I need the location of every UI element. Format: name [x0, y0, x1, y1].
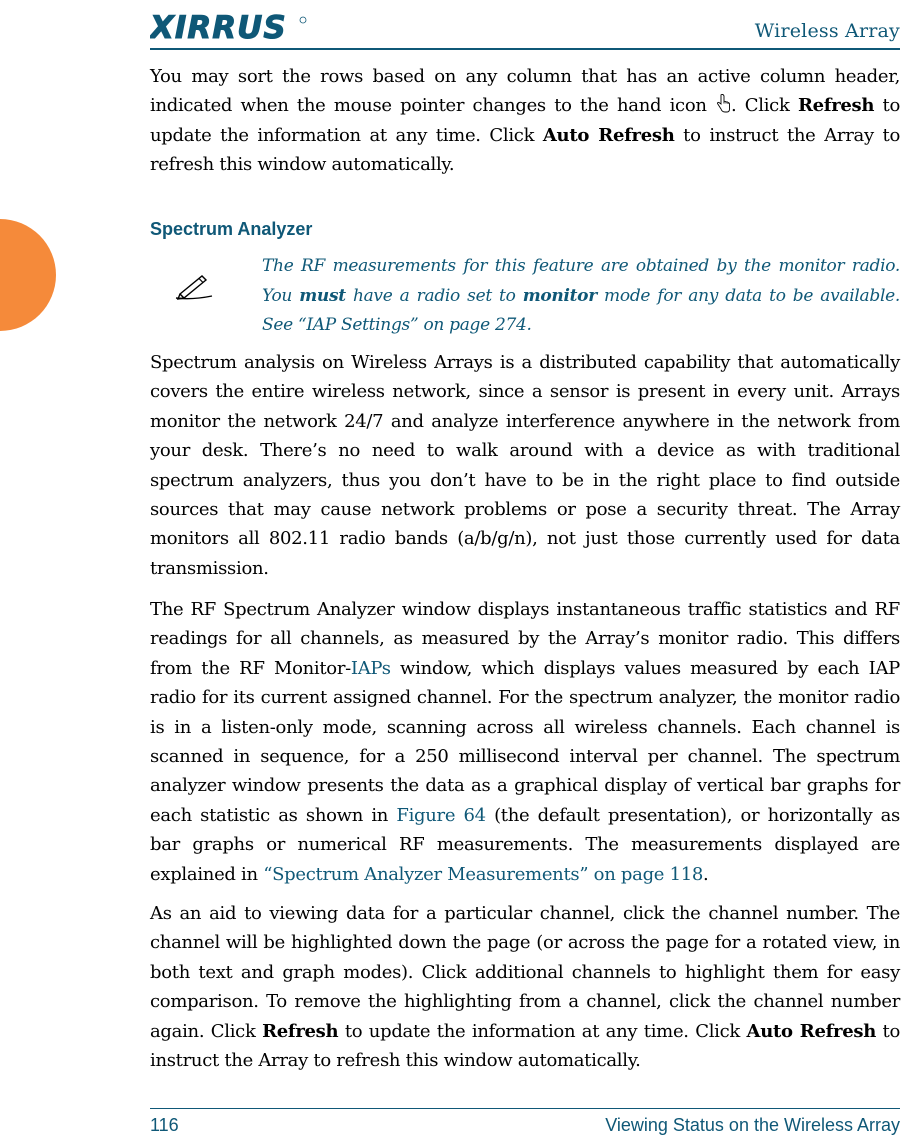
- page-footer: [150, 1108, 900, 1135]
- note-text: The RF measurements for this feature are obtained by the monitor radio. You must have a radio set to monitor mode for any data to be available. See “IAP Settings” on page 274.: [262, 256, 900, 335]
- intro-paragraph: You may sort the rows based on any column that has an active column header, indicated when the mouse pointer changes to the hand icon . Click Refresh to update the information at any time. Click Auto Refresh to instruct the Array to refresh this window automatically.: [150, 66, 900, 176]
- figure-64-link[interactable]: Figure 64: [396, 804, 486, 826]
- note-pencil-icon: [172, 272, 216, 302]
- section-tab-marker: [0, 219, 56, 331]
- header-title: Wireless Array: [754, 20, 900, 42]
- xirrus-logo: [150, 8, 310, 42]
- section-heading: Spectrum Analyzer: [150, 219, 313, 239]
- iaps-link[interactable]: IAPs: [350, 657, 391, 679]
- page-header: [150, 6, 900, 50]
- footer-title: Viewing Status on the Wireless Array: [605, 1115, 900, 1135]
- paragraph-rf-spectrum-window: The RF Spectrum Analyzer window displays instantaneous traffic statistics and RF readings for all channels, as measured by the Array’s monitor radio. This differs from the RF Monitor-IAPs window, which displays values measured by each IAP radio for its current assigned channel. For the spectrum analyzer, the monitor radio is in a listen-only mode, scanning across all wireless channels. Each channel is scanned in sequence, for a 250 millisecond interval per channel. The spectrum analyzer window presents the data as a graphical display of vertical bar graphs for each statistic as shown in Figure 64 (the default presentation), or horizontally as bar graphs or numerical RF measurements. The measurements displayed are explained in “Spectrum Analyzer Measurements” on page 118.: [150, 599, 900, 885]
- svg-text:XIRRUS: XIRRUS: [150, 10, 287, 42]
- paragraph-spectrum-overview: Spectrum analysis on Wireless Arrays is a distributed capability that automatically covers the entire wireless network, since a sensor is present in every unit. Arrays monitor the network 24/7 and analyze interference anywhere in the network from your desk. There’s no need to walk around with a device as with traditional spectrum analyzers, thus you don’t have to be in the right place to find outside sources that may cause network problems or pose a security threat. The Array monitors all 802.11 radio bands (a/b/g/n), not just those currently used for data transmission.: [150, 352, 900, 579]
- page-number: 116: [150, 1115, 179, 1135]
- paragraph-channel-highlighting: As an aid to viewing data for a particular channel, click the channel number. The channel will be highlighted down the page (or across the page for a rotated view, in both text and graph modes). Click additional channels to highlight them for easy comparison. To remove the highlighting from a channel, click the channel number again. Click Refresh to update the information at any time. Click Auto Refresh to instruct the Array to refresh this window automatically.: [150, 903, 900, 1072]
- hand-pointer-icon: [715, 94, 731, 114]
- spectrum-measurements-link[interactable]: “Spectrum Analyzer Measurements” on page 118: [263, 863, 704, 885]
